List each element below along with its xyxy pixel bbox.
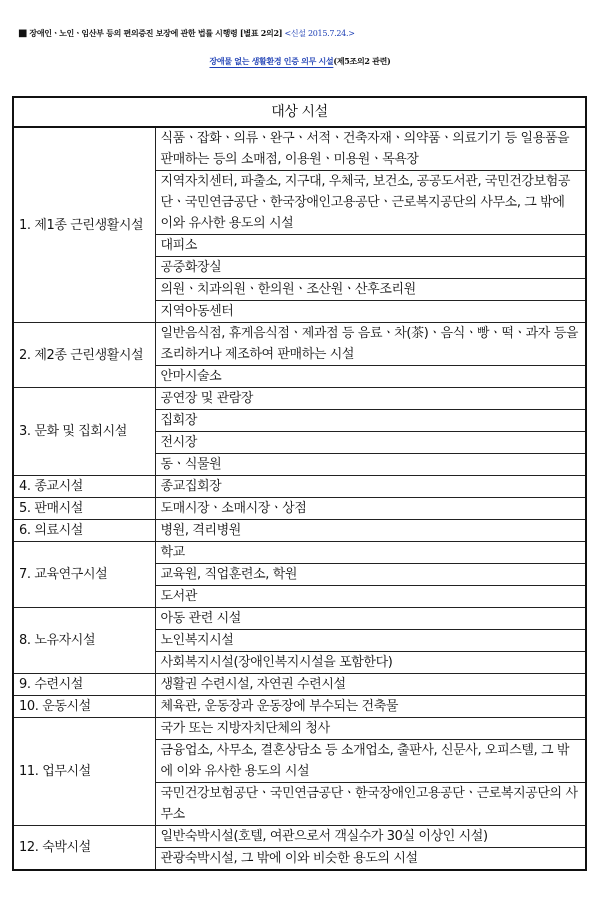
category-cell: 5. 판매시설: [13, 498, 155, 520]
facility-table: [12, 96, 587, 871]
category-cell: 10. 운동시설: [13, 696, 155, 718]
facility-cell: 도매시장ㆍ소매시장ㆍ상점: [155, 498, 586, 520]
amendment-date: <신설 2015.7.24.>: [284, 29, 355, 38]
category-cell: 7. 교육연구시설: [13, 542, 155, 608]
document-header: [18, 28, 598, 39]
facility-cell: 노인복지시설: [155, 630, 586, 652]
table-row: [13, 542, 586, 564]
table-row: [13, 127, 586, 171]
facility-cell: 종교집회장: [155, 476, 586, 498]
facility-cell: 사회복지시설(장애인복지시설을 포함한다): [155, 652, 586, 674]
facility-cell: 일반숙박시설(호텔, 여관으로서 객실수가 30실 이상인 시설): [155, 826, 586, 848]
facility-cell: 생활권 수련시설, 자연권 수련시설: [155, 674, 586, 696]
facility-cell: 집회장: [155, 410, 586, 432]
category-cell: 1. 제1종 근린생활시설: [13, 127, 155, 323]
facility-cell: 공중화장실: [155, 257, 586, 279]
facility-cell: 병원, 격리병원: [155, 520, 586, 542]
facility-cell: 동ㆍ식물원: [155, 454, 586, 476]
facility-cell: 의원ㆍ치과의원ㆍ한의원ㆍ조산원ㆍ산후조리원: [155, 279, 586, 301]
facility-cell: 전시장: [155, 432, 586, 454]
facility-cell: 국가 또는 지방자치단체의 청사: [155, 718, 586, 740]
facility-cell: 대피소: [155, 235, 586, 257]
facility-cell: 도서관: [155, 586, 586, 608]
category-cell: 6. 의료시설: [13, 520, 155, 542]
category-cell: 9. 수련시설: [13, 674, 155, 696]
law-title: 장애인ㆍ노인ㆍ임산부 등의 편의증진 보장에 관한 법률 시행령 [별표 2의2]: [29, 28, 283, 38]
table-row: [13, 520, 586, 542]
facility-cell: 관광숙박시설, 그 밖에 이와 비슷한 용도의 시설: [155, 848, 586, 871]
table-row: [13, 323, 586, 366]
category-cell: 11. 업무시설: [13, 718, 155, 826]
facility-cell: 금융업소, 사무소, 결혼상담소 등 소개업소, 출판사, 신문사, 오피스텔, 그 밖에 이와 유사한 용도의 시설: [155, 740, 586, 783]
category-cell: 2. 제2종 근린생활시설: [13, 323, 155, 388]
facility-cell: 국민건강보험공단ㆍ국민연금공단ㆍ한국장애인고용공단ㆍ근로복지공단의 사무소: [155, 783, 586, 826]
table-header-row: [13, 97, 586, 127]
table-row: [13, 498, 586, 520]
facility-cell: 체육관, 운동장과 운동장에 부수되는 건축물: [155, 696, 586, 718]
table-row: [13, 718, 586, 740]
table-row: [13, 388, 586, 410]
table-header: 대상 시설: [13, 97, 586, 127]
page-title: [0, 56, 600, 67]
table-row: [13, 674, 586, 696]
table-row: [13, 476, 586, 498]
facility-cell: 지역자치센터, 파출소, 지구대, 우체국, 보건소, 공공도서관, 국민건강보험공단ㆍ국민연금공단ㆍ한국장애인고용공단ㆍ근로복지공단의 사무소, 그 밖에 이와 유사한 용도의 시설: [155, 171, 586, 235]
square-bullet-icon: ■: [18, 28, 28, 39]
facility-cell: 지역아동센터: [155, 301, 586, 323]
facility-cell: 학교: [155, 542, 586, 564]
facility-cell: 식품ㆍ잡화ㆍ의류ㆍ완구ㆍ서적ㆍ건축자재ㆍ의약품ㆍ의료기기 등 일용품을 판매하는 등의 소매점, 이용원ㆍ미용원ㆍ목욕장: [155, 127, 586, 171]
category-cell: 12. 숙박시설: [13, 826, 155, 871]
category-cell: 8. 노유자시설: [13, 608, 155, 674]
facility-cell: 안마시술소: [155, 366, 586, 388]
facility-cell: 일반음식점, 휴게음식점ㆍ제과점 등 음료ㆍ차(茶)ㆍ음식ㆍ빵ㆍ떡ㆍ과자 등을 조리하거나 제조하여 판매하는 시설: [155, 323, 586, 366]
category-cell: 4. 종교시설: [13, 476, 155, 498]
title-reference: (제5조의2 관련): [333, 56, 391, 66]
facility-cell: 교육원, 직업훈련소, 학원: [155, 564, 586, 586]
table-row: [13, 608, 586, 630]
facility-cell: 공연장 및 관람장: [155, 388, 586, 410]
category-cell: 3. 문화 및 집회시설: [13, 388, 155, 476]
table-body: [13, 127, 586, 870]
facility-cell: 아동 관련 시설: [155, 608, 586, 630]
table-row: [13, 696, 586, 718]
title-main: 장애물 없는 생활환경 인증 의무 시설: [209, 56, 334, 66]
table-row: [13, 826, 586, 848]
